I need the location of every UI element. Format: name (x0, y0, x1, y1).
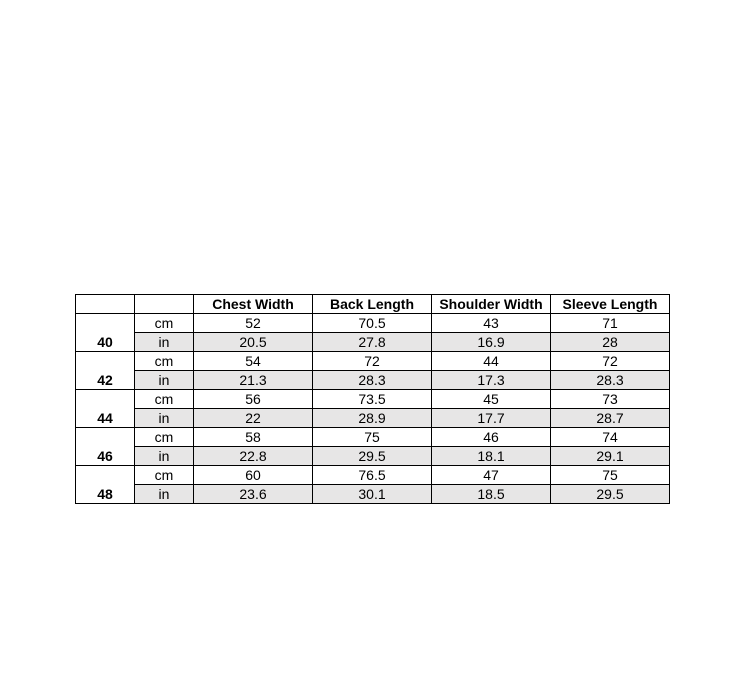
size-label: 40 (76, 314, 135, 352)
back-length-value: 75 (313, 428, 432, 447)
chest-width-value: 22.8 (194, 447, 313, 466)
chest-width-value: 58 (194, 428, 313, 447)
back-length-value: 29.5 (313, 447, 432, 466)
header-back-length: Back Length (313, 295, 432, 314)
table-row (76, 314, 670, 333)
unit-label: cm (135, 466, 194, 485)
shoulder-width-value: 18.1 (432, 447, 551, 466)
header-size-blank (76, 295, 135, 314)
back-length-value: 76.5 (313, 466, 432, 485)
unit-label: in (135, 447, 194, 466)
size-label: 44 (76, 390, 135, 428)
unit-label: cm (135, 352, 194, 371)
shoulder-width-value: 45 (432, 390, 551, 409)
shoulder-width-value: 18.5 (432, 485, 551, 504)
sleeve-length-value: 29.1 (551, 447, 670, 466)
chest-width-value: 20.5 (194, 333, 313, 352)
table-row (76, 409, 670, 428)
table-row (76, 428, 670, 447)
shoulder-width-value: 46 (432, 428, 551, 447)
table-row (76, 333, 670, 352)
chest-width-value: 54 (194, 352, 313, 371)
size-label: 42 (76, 352, 135, 390)
shoulder-width-value: 17.7 (432, 409, 551, 428)
sleeve-length-value: 29.5 (551, 485, 670, 504)
unit-label: cm (135, 428, 194, 447)
shoulder-width-value: 17.3 (432, 371, 551, 390)
unit-label: in (135, 371, 194, 390)
chest-width-value: 52 (194, 314, 313, 333)
chest-width-value: 22 (194, 409, 313, 428)
shoulder-width-value: 44 (432, 352, 551, 371)
sleeve-length-value: 72 (551, 352, 670, 371)
sleeve-length-value: 28 (551, 333, 670, 352)
table-row (76, 485, 670, 504)
header-row (76, 295, 670, 314)
chest-width-value: 56 (194, 390, 313, 409)
header-chest-width: Chest Width (194, 295, 313, 314)
table-row (76, 447, 670, 466)
shoulder-width-value: 43 (432, 314, 551, 333)
back-length-value: 28.9 (313, 409, 432, 428)
sleeve-length-value: 75 (551, 466, 670, 485)
back-length-value: 28.3 (313, 371, 432, 390)
back-length-value: 70.5 (313, 314, 432, 333)
sleeve-length-value: 28.3 (551, 371, 670, 390)
shoulder-width-value: 47 (432, 466, 551, 485)
size-chart-table (75, 294, 670, 504)
unit-label: in (135, 333, 194, 352)
back-length-value: 27.8 (313, 333, 432, 352)
table-row (76, 371, 670, 390)
header-sleeve-length: Sleeve Length (551, 295, 670, 314)
header-shoulder-width: Shoulder Width (432, 295, 551, 314)
back-length-value: 73.5 (313, 390, 432, 409)
header-unit-blank (135, 295, 194, 314)
size-label: 46 (76, 428, 135, 466)
sleeve-length-value: 28.7 (551, 409, 670, 428)
back-length-value: 72 (313, 352, 432, 371)
chest-width-value: 21.3 (194, 371, 313, 390)
unit-label: in (135, 485, 194, 504)
unit-label: cm (135, 314, 194, 333)
chest-width-value: 60 (194, 466, 313, 485)
unit-label: in (135, 409, 194, 428)
size-label: 48 (76, 466, 135, 504)
table-row (76, 352, 670, 371)
sleeve-length-value: 74 (551, 428, 670, 447)
chest-width-value: 23.6 (194, 485, 313, 504)
sleeve-length-value: 73 (551, 390, 670, 409)
table-row (76, 390, 670, 409)
back-length-value: 30.1 (313, 485, 432, 504)
sleeve-length-value: 71 (551, 314, 670, 333)
unit-label: cm (135, 390, 194, 409)
shoulder-width-value: 16.9 (432, 333, 551, 352)
table-row (76, 466, 670, 485)
